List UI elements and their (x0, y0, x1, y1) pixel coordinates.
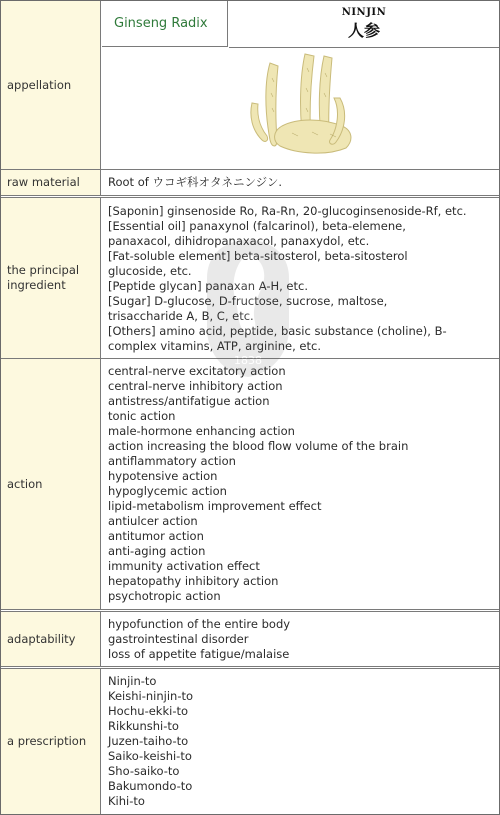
action-line: lipid-metabolism improvement effect (108, 499, 322, 513)
ingredient-line: glucoside, etc. (108, 264, 192, 278)
principal-ingredient-list (102, 198, 499, 358)
action-line: action increasing the blood flow volume of the brain (108, 439, 409, 453)
action-line: central-nerve inhibitory action (108, 379, 283, 393)
action-line: hypoglycemic action (108, 484, 227, 498)
ingredient-line: [Sugar] D-glucose, D-fructose, sucrose, maltose, (108, 294, 388, 308)
english-name: Ginseng Radix (102, 1, 228, 47)
ingredient-line: [Others] amino acid, peptide, basic substance (choline), B- (108, 324, 447, 338)
action-line: hepatopathy inhibitory action (108, 574, 279, 588)
ginseng-root-image (102, 48, 499, 169)
ingredient-line: [Essential oil] panaxynol (falcarinol), beta-elemene, (108, 219, 406, 233)
prescription-line: Ninjin-to (108, 674, 157, 688)
action-line: psychotropic action (108, 589, 221, 603)
prescription-line: Kihi-to (108, 794, 145, 808)
herb-photo (102, 48, 499, 169)
action-line: immunity activation effect (108, 559, 260, 573)
raw-material-label: raw material (1, 170, 101, 195)
ingredient-line: panaxacol, dihidropanaxacol, panaxydol, etc. (108, 234, 370, 248)
adaptability-line: gastrointestinal disorder (108, 632, 249, 646)
action-line: central-nerve excitatory action (108, 364, 286, 378)
appellation-row (1, 1, 499, 169)
prescription-line: Sho-saiko-to (108, 764, 180, 778)
principal-ingredient-label: the principal ingredient (1, 198, 101, 358)
prescription-line: Saiko-keishi-to (108, 749, 192, 763)
appellation-label: appellation (1, 1, 101, 169)
action-line: antistress/antifatigue action (108, 394, 270, 408)
raw-material-row (1, 170, 499, 195)
watermark-year: 1838 (234, 354, 262, 367)
romaji-name: NINJIN (341, 7, 387, 18)
action-label: action (1, 359, 101, 609)
adaptability-line: hypofunction of the entire body (108, 617, 291, 631)
prescription-line: Hochu-ekki-to (108, 704, 189, 718)
action-line: antitumor action (108, 529, 204, 543)
action-line: hypotensive action (108, 469, 218, 483)
ingredient-line: [Fat-soluble element] beta-sitosterol, beta-sitosterol (108, 249, 408, 263)
action-line: anti-aging action (108, 544, 206, 558)
prescription-line: Bakumondo-to (108, 779, 193, 793)
action-list (102, 359, 499, 609)
prescription-label: a prescription (1, 669, 101, 814)
adaptability-label: adaptability (1, 612, 101, 666)
adaptability-list (102, 612, 499, 666)
ingredient-line: complex vitamins, ATP, arginine, etc. (108, 339, 321, 353)
prescription-row (1, 669, 499, 814)
raw-material-value: Root of ウコギ科オタネニンジン. (108, 175, 283, 189)
prescription-line: Juzen-taiho-to (108, 734, 189, 748)
prescription-line: Keishi-ninjin-to (108, 689, 194, 703)
action-line: male-hormone enhancing action (108, 424, 295, 438)
action-line: antiulcer action (108, 514, 198, 528)
action-line: tonic action (108, 409, 176, 423)
action-line: antiflammatory action (108, 454, 236, 468)
adaptability-line: loss of appetite fatigue/malaise (108, 647, 290, 661)
principal-ingredient-row (1, 198, 499, 358)
ingredient-line: [Peptide glycan] panaxan A-H, etc. (108, 279, 308, 293)
action-row (1, 359, 499, 609)
adaptability-row (1, 612, 499, 666)
kanji-name: 人参 (347, 21, 380, 40)
prescription-line: Rikkunshi-to (108, 719, 179, 733)
ingredient-line: trisaccharide A, B, C, etc. (108, 309, 254, 323)
japanese-name (229, 1, 499, 48)
ingredient-line: [Saponin] ginsenoside Ro, Ra-Rn, 20-glucoginsenoside-Rf, etc. (108, 204, 467, 218)
prescription-list (102, 669, 499, 814)
